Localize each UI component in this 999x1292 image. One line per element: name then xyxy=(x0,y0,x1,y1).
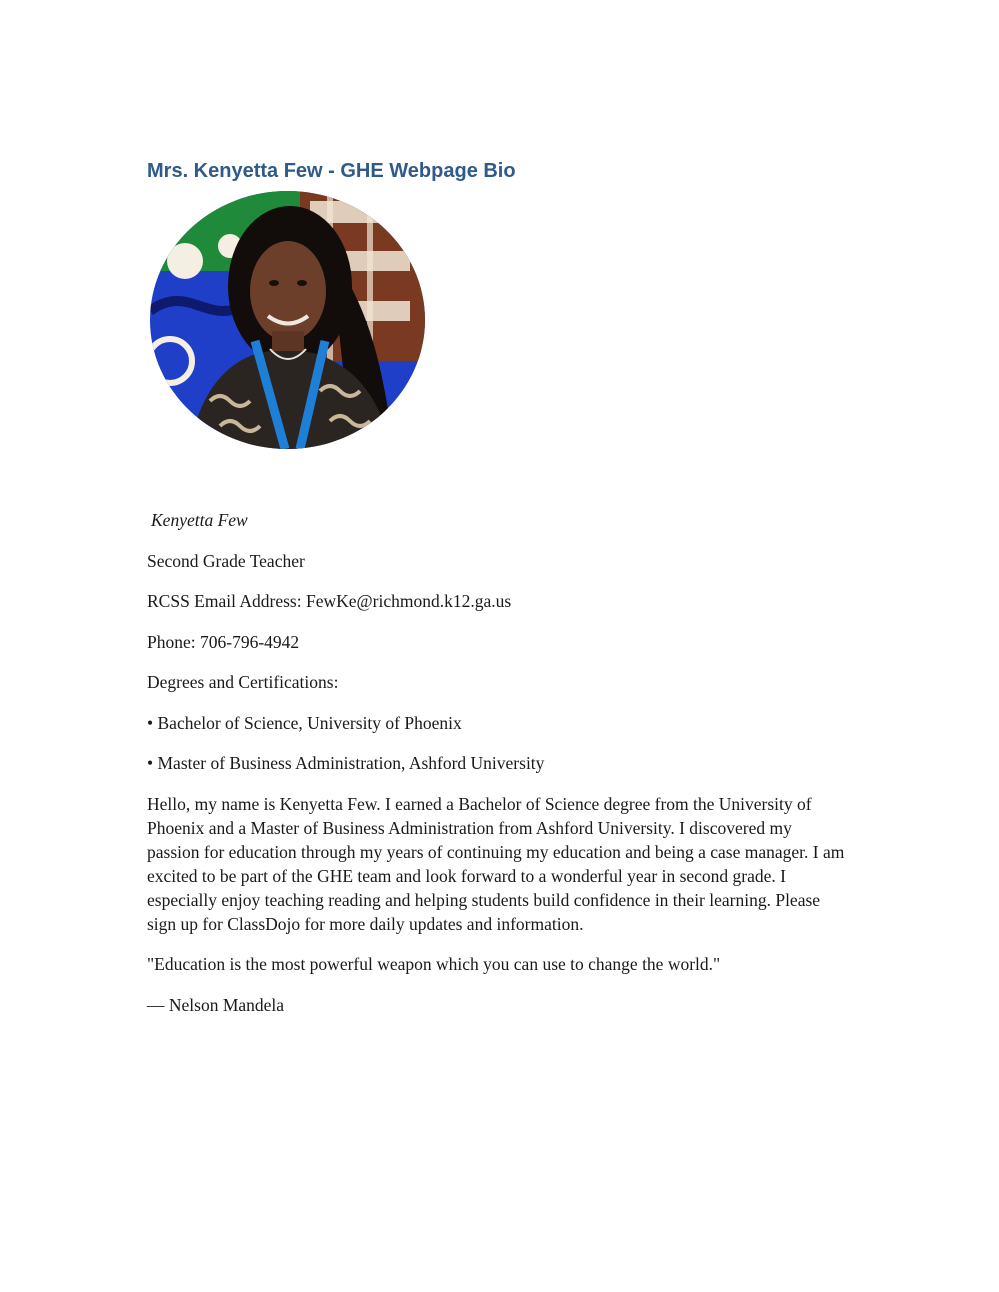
phone-line: Phone: 706-796-4942 xyxy=(147,631,300,652)
teacher-name: Kenyetta Few xyxy=(151,510,248,530)
degrees-heading: Degrees and Certifications: xyxy=(147,672,339,692)
bio-paragraph: Hello, my name is Kenyetta Few. I earned a Bachelor of Science degree from the University of Phoenix and a Master of Business Administration from Ashford University. I discovered my passion for education through my years of continuing my education and being a case manager. I am excited to be part of the GHE team and look forward to a wonderful year in second grade. I especially enjoy teaching reading and helping students build confidence in their learning. Please sign up for ClassDojo for more daily updates and information. xyxy=(147,793,845,934)
quote-attribution: — Nelson Mandela xyxy=(147,994,285,1015)
degree-item: • Bachelor of Science, University of Phoenix xyxy=(147,712,462,733)
bio-text-block xyxy=(147,508,847,1033)
teacher-role: Second Grade Teacher xyxy=(147,550,305,571)
page-title: Mrs. Kenyetta Few - GHE Webpage Bio xyxy=(147,160,516,182)
teacher-portrait xyxy=(150,191,425,449)
degree-item: • Master of Business Administration, Ashford University xyxy=(147,753,545,773)
email-line: RCSS Email Address: FewKe@richmond.k12.ga.us xyxy=(147,591,512,611)
bio-page xyxy=(147,156,847,1015)
quote-text: "Education is the most powerful weapon which you can use to change the world." xyxy=(147,954,721,974)
